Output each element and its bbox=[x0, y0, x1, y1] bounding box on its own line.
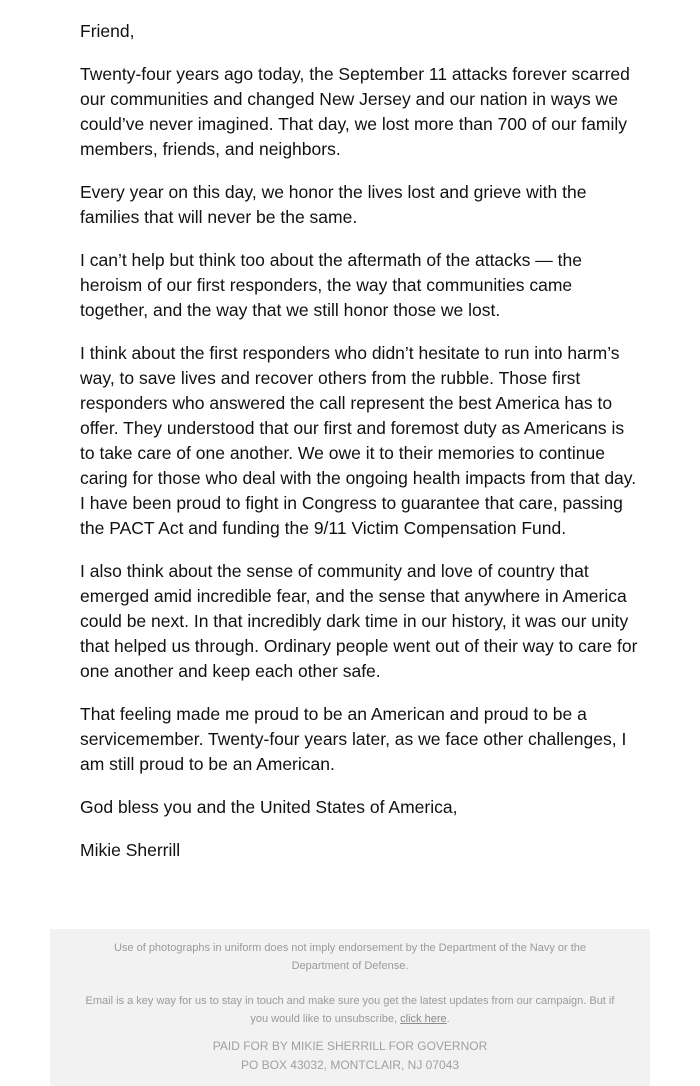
unsubscribe-note-end: . bbox=[446, 1013, 450, 1025]
greeting: Friend, bbox=[80, 21, 135, 41]
paragraph-6: That feeling made me proud to be an American and proud to be a servicemember. Twenty-four years later, as we face other challenges, I am still proud to be an American. bbox=[80, 704, 627, 774]
mailing-address: PO BOX 43032, MONTCLAIR, NJ 07043 bbox=[240, 1058, 460, 1072]
email-footer bbox=[50, 929, 650, 1086]
paragraph-2: Every year on this day, we honor the lives lost and grieve with the families that will never be the same. bbox=[80, 182, 587, 227]
unsubscribe-link[interactable]: click here bbox=[400, 1013, 447, 1025]
paragraph-5: I also think about the sense of community and love of country that emerged amid incredible fear, and the sense that anywhere in America could be next. In that incredibly dark time in our history, it was our unity that helped us through. Ordinary people went out of their way to care for one another and keep each other safe. bbox=[80, 561, 638, 681]
paragraph-4: I think about the first responders who didn’t hesitate to run into harm’s way, to save lives and recover others from the rubble. Those first responders who answered the call represent the best America has to offer. They understood that our first and foremost duty as Americans is to take care of one another. We owe it to their memories to continue caring for those who deal with the ongoing health impacts from that day. I have been proud to fight in Congress to guarantee that care, passing the PACT Act and funding the 9/11 Victim Compensation Fund. bbox=[80, 343, 637, 538]
unsubscribe-note-text: Email is a key way for us to stay in touch and make sure you get the latest updates from our campaign. But if you would like to unsubscribe, bbox=[85, 995, 615, 1025]
paid-for-line: PAID FOR BY MIKIE SHERRILL FOR GOVERNOR bbox=[212, 1039, 488, 1053]
paragraph-1: Twenty-four years ago today, the September 11 attacks forever scarred our communities and changed New Jersey and our nation in ways we could’ve never imagined. That day, we lost more than 700 of our family members, friends, and neighbors. bbox=[80, 64, 630, 159]
unsubscribe-note bbox=[80, 992, 620, 1028]
paragraph-3: I can’t help but think too about the aftermath of the attacks — the heroism of our first responders, the way that communities came together, and the way that we still honor those we lost. bbox=[80, 250, 582, 320]
uniform-disclaimer: Use of photographs in uniform does not imply endorsement by the Department of the Navy or the Department of Defense. bbox=[113, 942, 587, 972]
closing: God bless you and the United States of America, bbox=[80, 797, 458, 817]
letter-body bbox=[80, 19, 640, 881]
signature: Mikie Sherrill bbox=[80, 840, 181, 860]
paid-for-disclosure bbox=[50, 1037, 650, 1075]
